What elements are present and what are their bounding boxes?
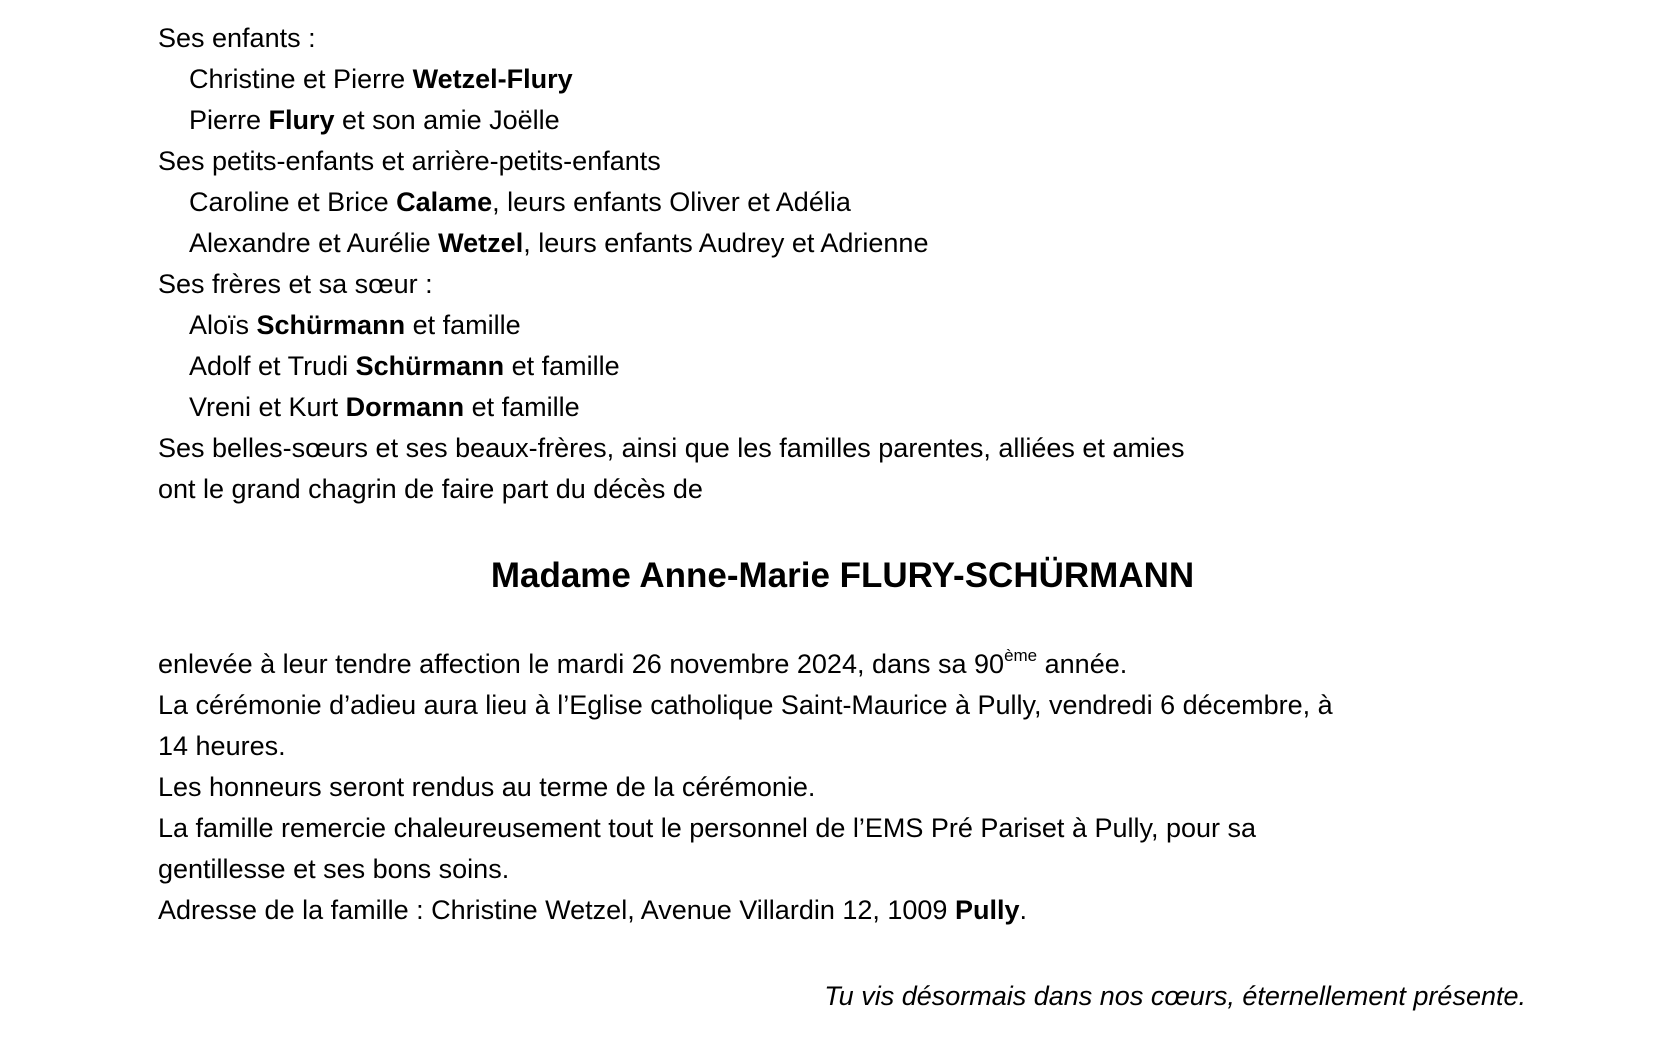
children-heading: Ses enfants : xyxy=(158,23,316,53)
honours-line: Les honneurs seront rendus au terme de la cérémonie. xyxy=(158,772,816,802)
surname: Dormann xyxy=(345,392,465,422)
surname: Flury xyxy=(268,105,335,135)
announcement-line: ont le grand chagrin de faire part du décès de xyxy=(158,474,703,504)
surname: Schürmann xyxy=(256,310,406,340)
address-city: Pully xyxy=(954,895,1020,925)
in-laws-line: Ses belles-sœurs et ses beaux-frères, ainsi que les familles parentes, alliées et amies xyxy=(158,433,1185,463)
surname: Schürmann xyxy=(355,351,505,381)
grandchildren-heading: Ses petits-enfants et arrière-petits-enfants xyxy=(158,146,661,176)
family-list xyxy=(158,18,1538,510)
surname: Wetzel xyxy=(438,228,524,258)
closing-quote: Tu vis désormais dans nos cœurs, éternellement présente. xyxy=(824,981,1526,1011)
list-item: Vreni et Kurt Dormann et famille xyxy=(189,392,580,422)
surname: Calame xyxy=(396,187,493,217)
list-item: Pierre Flury et son amie Joëlle xyxy=(189,105,560,135)
family-address: Adresse de la famille : Christine Wetzel, Avenue Villardin 12, 1009 Pully. xyxy=(158,895,1027,925)
deceased-name: Madame Anne-Marie FLURY-SCHÜRMANN xyxy=(490,556,1195,595)
ceremony-line: La cérémonie d’adieu aura lieu à l’Eglise catholique Saint-Maurice à Pully, vendredi 6 décembre, à xyxy=(158,690,1333,720)
death-line: enlevée à leur tendre affection le mardi 26 novembre 2024, dans sa 90ème année. xyxy=(158,646,1128,679)
ceremony-line: 14 heures. xyxy=(158,731,286,761)
ordinal-suffix: ème xyxy=(1004,646,1038,665)
list-item: Alexandre et Aurélie Wetzel, leurs enfants Audrey et Adrienne xyxy=(189,228,929,258)
thanks-line: La famille remercie chaleureusement tout le personnel de l’EMS Pré Pariset à Pully, pour sa xyxy=(158,813,1257,843)
thanks-line: gentillesse et ses bons soins. xyxy=(158,854,510,884)
list-item: Adolf et Trudi Schürmann et famille xyxy=(189,351,620,381)
surname: Wetzel-Flury xyxy=(412,64,573,94)
siblings-heading: Ses frères et sa sœur : xyxy=(158,269,433,299)
details-block xyxy=(158,644,1538,931)
list-item: Aloïs Schürmann et famille xyxy=(189,310,521,340)
list-item: Caroline et Brice Calame, leurs enfants Oliver et Adélia xyxy=(189,187,851,217)
list-item: Christine et Pierre Wetzel-Flury xyxy=(189,64,573,94)
